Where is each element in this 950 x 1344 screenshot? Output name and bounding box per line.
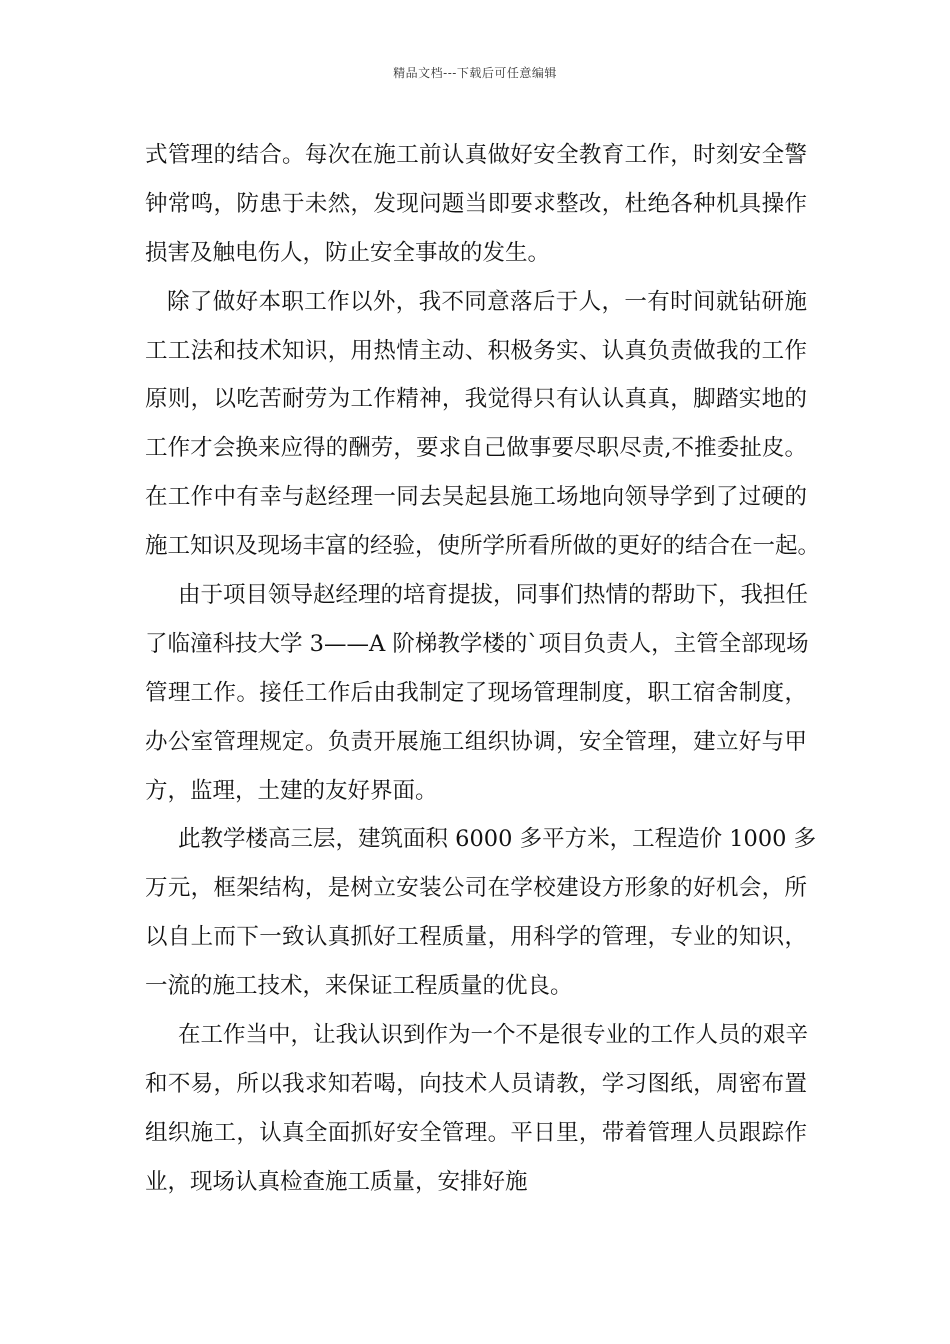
text-line: 原则，以吃苦耐劳为工作精神，我觉得只有认认真真，脚踏实地的: [145, 386, 807, 413]
text-line: 在工作中有幸与赵经理一同去吴起县施工场地向领导学到了过硬的: [145, 484, 807, 511]
text-line: 由于项目领导赵经理的培育提拔，同事们热情的帮助下，我担任: [178, 582, 809, 609]
text-line: 工作才会换来应得的酬劳，要求自己做事要尽职尽责,不推委扯皮。: [145, 435, 807, 462]
text-line: 除了做好本职工作以外，我不同意落后于人，一有时间就钻研施: [167, 288, 807, 315]
text-line: 损害及触电伤人，防止安全事故的发生。: [145, 239, 551, 266]
text-line: 和不易，所以我求知若喝，向技术人员请教，学习图纸，周密布置: [145, 1070, 807, 1097]
text-line: 方，监理，土建的友好界面。: [145, 777, 438, 804]
text-line: 工工法和技术知识，用热情主动、积极务实、认真负责做我的工作: [145, 337, 807, 364]
text-line: 一流的施工技术，来保证工程质量的优良。: [145, 973, 573, 1000]
text-line: 业，现场认真检查施工质量，安排好施: [145, 1168, 528, 1195]
text-line: 管理工作。接任工作后由我制定了现场管理制度，职工宿舍制度，: [145, 679, 807, 706]
text-line: 组织施工，认真全面抓好安全管理。平日里，带着管理人员跟踪作: [145, 1119, 807, 1146]
text-line: 式管理的结合。每次在施工前认真做好安全教育工作，时刻安全警: [145, 142, 807, 168]
document-body: [145, 131, 821, 1207]
text-line: 以自上而下一致认真抓好工程质量，用科学的管理，专业的知识，: [145, 924, 807, 951]
text-line: 施工知识及现场丰富的经验，使所学所看所做的更好的结合在一起。: [145, 533, 821, 560]
text-line: 办公室管理规定。负责开展施工组织协调，安全管理，建立好与甲: [145, 728, 807, 755]
text-line: 此教学楼高三层，建筑面积 6000 多平方米，工程造价 1000 多: [178, 826, 817, 853]
page-header: 精品文档---下载后可任意编辑: [393, 66, 557, 80]
text-line: 在工作当中，让我认识到作为一个不是很专业的工作人员的艰辛: [178, 1022, 809, 1049]
text-line: 钟常鸣，防患于未然，发现问题当即要求整改，杜绝各种机具操作: [145, 190, 807, 217]
text-line: 了临潼科技大学 3——A 阶梯教学楼的`项目负责人，主管全部现场: [145, 630, 809, 657]
text-line: 万元，框架结构，是树立安装公司在学校建设方形象的好机会，所: [145, 875, 807, 902]
